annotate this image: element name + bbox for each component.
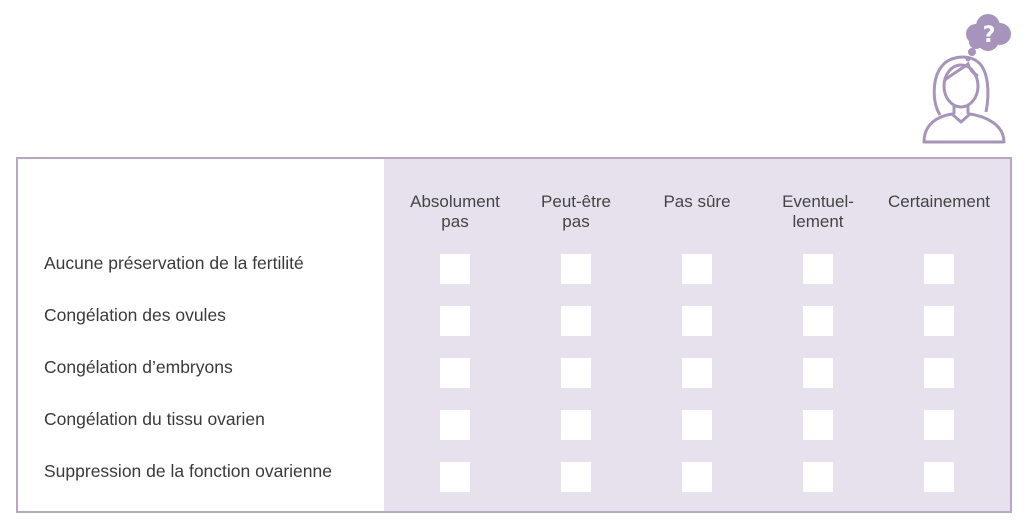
row-label-congelation-tissu: Congélation du tissu ovarien [44,409,265,429]
checkbox-r2-absolument-pas[interactable] [440,306,470,336]
survey-table [16,157,1012,513]
thinking-woman-icon [918,12,1018,148]
column-header-peut-etre-pas: Peut-être pas [541,192,611,231]
row-label-aucune-preservation: Aucune préservation de la fertilité [44,253,304,273]
checkbox-r4-certainement[interactable] [924,410,954,440]
checkbox-r3-pas-sure[interactable] [682,358,712,388]
checkbox-r2-peut-etre-pas[interactable] [561,306,591,336]
checkbox-r3-absolument-pas[interactable] [440,358,470,388]
checkbox-r5-absolument-pas[interactable] [440,462,470,492]
checkbox-r3-eventuellement[interactable] [803,358,833,388]
checkbox-r3-peut-etre-pas[interactable] [561,358,591,388]
checkbox-r4-absolument-pas[interactable] [440,410,470,440]
checkbox-r2-eventuellement[interactable] [803,306,833,336]
column-header-absolument-pas: Absolument pas [410,192,500,231]
svg-text:?: ? [982,23,996,48]
column-header-eventuellement: Eventuel- lement [782,192,854,231]
row-label-congelation-embryons: Congélation d’embryons [44,357,233,377]
checkbox-r5-eventuellement[interactable] [803,462,833,492]
checkbox-r1-absolument-pas[interactable] [440,254,470,284]
checkbox-r3-certainement[interactable] [924,358,954,388]
row-label-congelation-ovules: Congélation des ovules [44,305,226,325]
checkbox-r4-eventuellement[interactable] [803,410,833,440]
checkbox-r1-certainement[interactable] [924,254,954,284]
checkbox-r2-certainement[interactable] [924,306,954,336]
checkbox-r5-certainement[interactable] [924,462,954,492]
checkbox-r4-peut-etre-pas[interactable] [561,410,591,440]
checkbox-r2-pas-sure[interactable] [682,306,712,336]
row-label-suppression-fonction: Suppression de la fonction ovarienne [44,461,332,481]
checkbox-r5-pas-sure[interactable] [682,462,712,492]
checkbox-r5-peut-etre-pas[interactable] [561,462,591,492]
checkbox-r1-pas-sure[interactable] [682,254,712,284]
checkbox-r4-pas-sure[interactable] [682,410,712,440]
thought-bubble-icon [966,14,1012,62]
column-header-certainement: Certainement [887,192,991,211]
column-header-pas-sure: Pas sûre [663,192,731,211]
checkbox-r1-peut-etre-pas[interactable] [561,254,591,284]
checkbox-r1-eventuellement[interactable] [803,254,833,284]
